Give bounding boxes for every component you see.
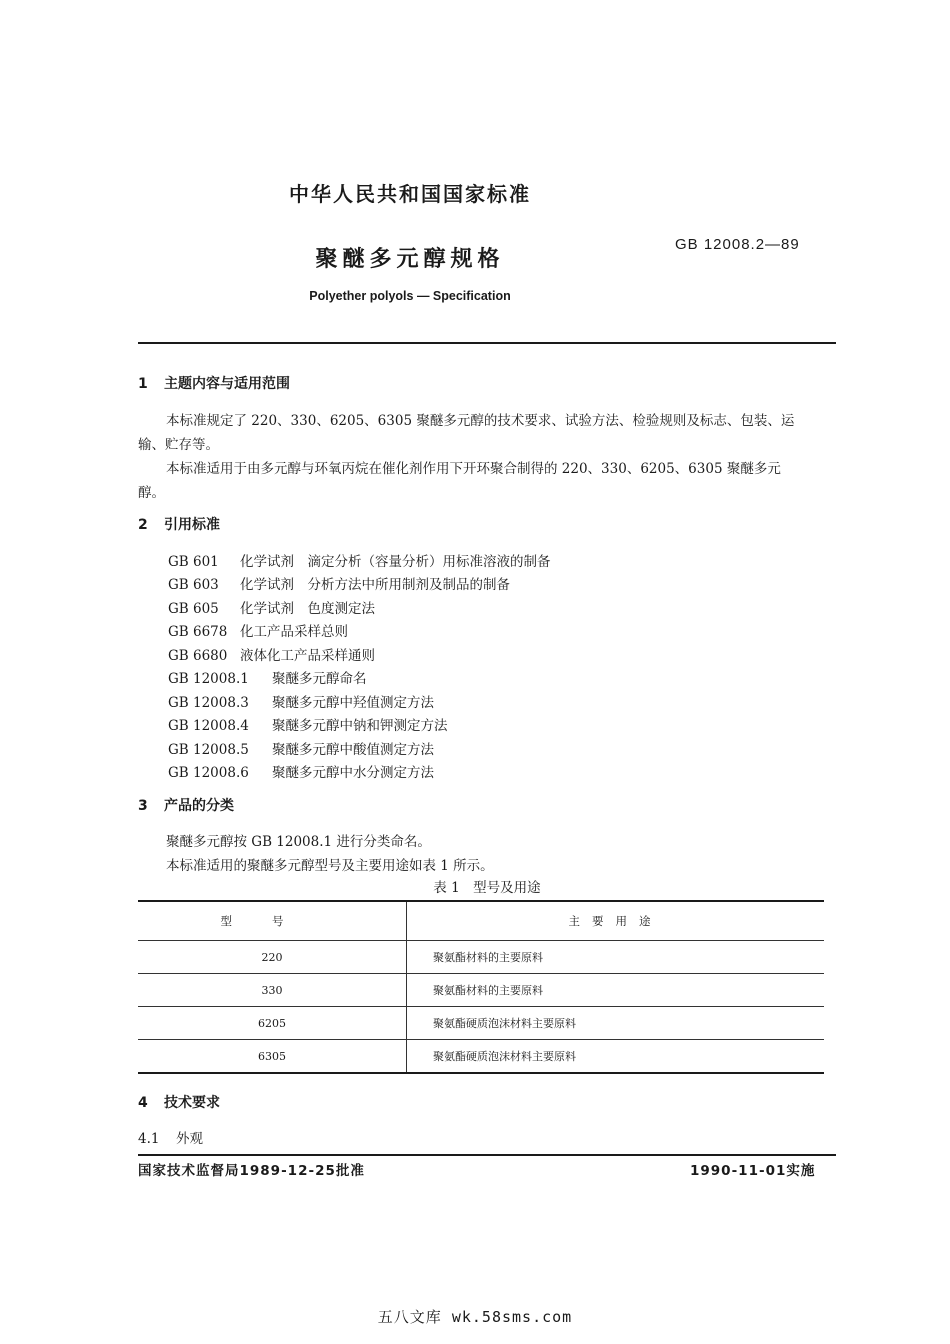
reference-item [168, 714, 448, 734]
reference-code: GB 12008.3 [168, 695, 249, 711]
section-title: 引用标准 [164, 517, 220, 533]
section-1-paragraph-1-line-1: 本标准规定了 220、330、6205、6305 聚醚多元醇的技术要求、试验方法、检验规则及标志、包装、运 [166, 413, 795, 429]
reference-code: GB 12008.6 [168, 765, 249, 781]
reference-code: GB 601 [168, 554, 219, 570]
approval-line: 国家技术监督局1989-12-25批准 [138, 1163, 365, 1179]
reference-code: GB 12008.5 [168, 742, 249, 758]
reference-item [168, 761, 434, 781]
reference-item [168, 667, 367, 687]
section-1-heading [138, 373, 290, 393]
reference-item [168, 691, 434, 711]
cell-model: 220 [138, 941, 407, 974]
reference-title: 聚醚多元醇中钠和钾测定方法 [272, 718, 448, 734]
section-number: 1 [138, 376, 148, 392]
cell-use: 聚氨酯材料的主要原料 [407, 941, 825, 974]
section-number: 3 [138, 798, 148, 814]
header-divider [138, 342, 836, 344]
reference-item [168, 644, 375, 664]
reference-item [168, 738, 434, 758]
reference-title: 化工产品采样总则 [240, 624, 348, 640]
reference-code: GB 12008.4 [168, 718, 249, 734]
reference-code: GB 603 [168, 577, 219, 593]
subsection-title: 外观 [176, 1131, 203, 1147]
subsection-4-1 [138, 1127, 203, 1147]
reference-item [168, 550, 551, 570]
section-title: 技术要求 [164, 1095, 220, 1111]
section-1-paragraph-2-line-1: 本标准适用于由多元醇与环氧丙烷在催化剂作用下开环聚合制得的 220、330、6205、6305 聚醚多元 [166, 461, 781, 477]
effective-date: 1990-11-01实施 [690, 1163, 816, 1179]
section-number: 4 [138, 1095, 148, 1111]
reference-code: GB 6678 [168, 624, 228, 640]
reference-title: 聚醚多元醇中羟值测定方法 [272, 695, 434, 711]
reference-item [168, 597, 375, 617]
subsection-number: 4.1 [138, 1131, 160, 1147]
column-header-model: 型号 [138, 901, 407, 941]
reference-item [168, 573, 510, 593]
site-watermark: 五八文库 wk.58sms.com [377, 1308, 573, 1326]
reference-code: GB 6680 [168, 648, 228, 664]
page-title-english: Polyether polyols — Specification [309, 289, 511, 303]
cell-use: 聚氨酯硬质泡沫材料主要原料 [407, 1040, 825, 1074]
cell-model: 6305 [138, 1040, 407, 1074]
section-3-heading [138, 795, 234, 815]
table-caption: 表 1 型号及用途 [433, 880, 541, 896]
table-row [138, 1007, 824, 1040]
reference-item [168, 620, 348, 640]
section-title: 产品的分类 [164, 798, 234, 814]
cell-model: 6205 [138, 1007, 407, 1040]
cell-use: 聚氨酯材料的主要原料 [407, 974, 825, 1007]
table-row [138, 941, 824, 974]
section-3-paragraph-1: 聚醚多元醇按 GB 12008.1 进行分类命名。 [166, 834, 431, 850]
national-standard-heading: 中华人民共和国国家标准 [289, 182, 531, 206]
cell-model: 330 [138, 974, 407, 1007]
reference-title: 液体化工产品采样通则 [240, 648, 375, 664]
section-4-heading [138, 1092, 220, 1112]
page-title: 聚醚多元醇规格 [315, 247, 505, 272]
reference-title: 聚醚多元醇命名 [272, 671, 367, 687]
model-usage-table [138, 900, 824, 1074]
standard-number: GB 12008.2—89 [675, 236, 800, 253]
footer-divider [138, 1154, 836, 1156]
reference-title: 化学试剂 色度测定法 [240, 601, 375, 617]
section-1-paragraph-1-line-2: 输、贮存等。 [138, 437, 219, 453]
table-header-row [138, 901, 824, 941]
table-row [138, 1040, 824, 1074]
section-1-paragraph-2-line-2: 醇。 [138, 485, 165, 501]
section-number: 2 [138, 517, 148, 533]
reference-title: 聚醚多元醇中水分测定方法 [272, 765, 434, 781]
cell-use: 聚氨酯硬质泡沫材料主要原料 [407, 1007, 825, 1040]
section-3-paragraph-2: 本标准适用的聚醚多元醇型号及主要用途如表 1 所示。 [166, 858, 494, 874]
reference-title: 化学试剂 滴定分析（容量分析）用标准溶液的制备 [240, 554, 551, 570]
table-row [138, 974, 824, 1007]
section-title: 主题内容与适用范围 [164, 376, 290, 392]
section-2-heading [138, 514, 220, 534]
reference-code: GB 12008.1 [168, 671, 249, 687]
reference-title: 聚醚多元醇中酸值测定方法 [272, 742, 434, 758]
reference-code: GB 605 [168, 601, 219, 617]
column-header-use: 主要用途 [407, 901, 825, 941]
reference-title: 化学试剂 分析方法中所用制剂及制品的制备 [240, 577, 510, 593]
